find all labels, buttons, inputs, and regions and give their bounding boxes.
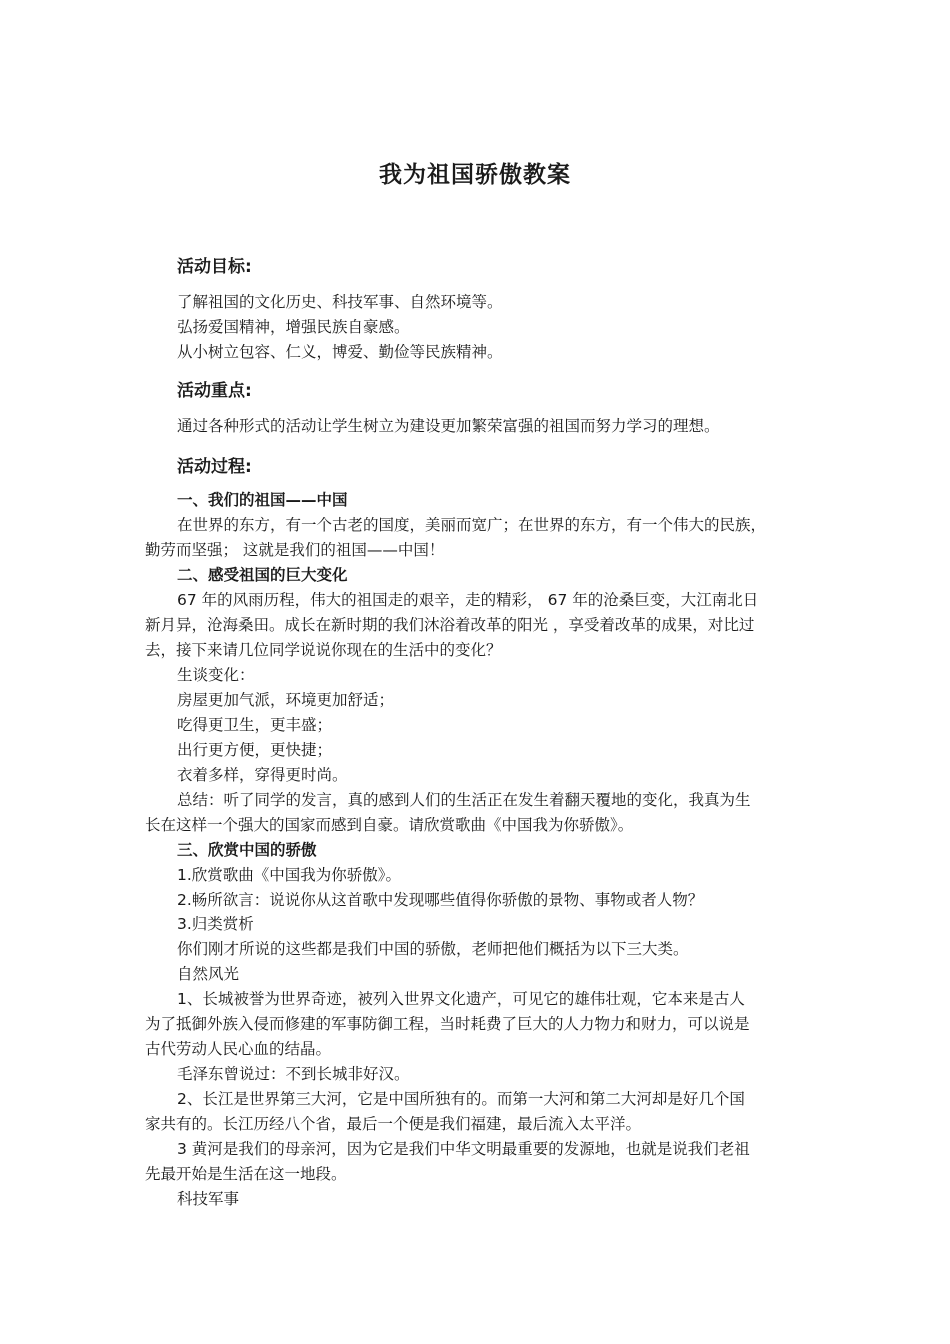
quote-line: 毛泽东曾说过：不到长城非好汉。 bbox=[177, 1065, 410, 1083]
paragraph-line: 勤劳而坚强； 这就是我们的祖国——中国！ bbox=[145, 541, 445, 559]
change-item: 吃得更卫生，更丰盛； bbox=[177, 716, 333, 734]
paragraph-line: 新月异，沧海桑田。成长在新时期的我们沐浴着改革的阳光 ，享受着改革的成果，对比过 bbox=[145, 616, 755, 634]
category-nature: 自然风光 bbox=[177, 965, 240, 983]
paragraph-line: 长在这样一个强大的国家而感到自豪。请欣赏歌曲《中国我为你骄傲》。 bbox=[145, 816, 634, 834]
paragraph-line: 先最开始是生活在这一地段。 bbox=[145, 1165, 347, 1183]
paragraph-line: 家共有的。长江历经八个省，最后一个便是我们福建，最后流入太平洋。 bbox=[145, 1115, 642, 1133]
paragraph-line: 古代劳动人民心血的结晶。 bbox=[145, 1040, 332, 1058]
paragraph-line: 1、长城被誉为世界奇迹，被列入世界文化遗产，可见它的雄伟壮观，它本来是古人 bbox=[177, 990, 745, 1008]
goal-item: 从小树立包容、仁义，博爱、勤俭等民族精神。 bbox=[177, 343, 503, 361]
focus-text: 通过各种形式的活动让学生树立为建设更加繁荣富强的祖国而努力学习的理想。 bbox=[177, 417, 720, 435]
part2-heading: 二、感受祖国的巨大变化 bbox=[177, 566, 348, 584]
goal-item: 弘扬爱国精神，增强民族自豪感。 bbox=[177, 318, 410, 336]
part3-heading: 三、欣赏中国的骄傲 bbox=[177, 841, 317, 859]
category-tech: 科技军事 bbox=[177, 1190, 240, 1208]
page-title: 我为祖国骄傲教案 bbox=[379, 162, 571, 188]
paragraph-line: 67 年的风雨历程，伟大的祖国走的艰辛，走的精彩， 67 年的沧桑巨变，大江南北日 bbox=[177, 591, 759, 609]
step-item: 1.欣赏歌曲《中国我为你骄傲》。 bbox=[177, 866, 402, 884]
goals-heading: 活动目标: bbox=[177, 257, 252, 277]
paragraph-line: 3 黄河是我们的母亲河，因为它是我们中华文明最重要的发源地，也就是说我们老祖 bbox=[177, 1140, 750, 1158]
step-item: 2.畅所欲言：说说你从这首歌中发现哪些值得你骄傲的景物、事物或者人物？ bbox=[177, 891, 704, 909]
paragraph-line: 为了抵御外族入侵而修建的军事防御工程，当时耗费了巨大的人力物力和财力，可以说是 bbox=[145, 1015, 750, 1033]
change-item: 出行更方便，更快捷； bbox=[177, 741, 333, 759]
paragraph-line: 总结：听了同学的发言，真的感到人们的生活正在发生着翻天覆地的变化，我真为生 bbox=[177, 791, 751, 809]
change-item: 房屋更加气派，环境更加舒适； bbox=[177, 691, 395, 709]
change-item: 衣着多样，穿得更时尚。 bbox=[177, 766, 348, 784]
paragraph-line: 去，接下来请几位同学说说你现在的生活中的变化？ bbox=[145, 641, 502, 659]
talk-intro: 生谈变化： bbox=[177, 666, 255, 684]
step-item: 3.归类赏析 bbox=[177, 915, 254, 933]
goal-item: 了解祖国的文化历史、科技军事、自然环境等。 bbox=[177, 293, 503, 311]
paragraph-line: 2、长江是世界第三大河，它是中国所独有的。而第一大河和第二大河却是好几个国 bbox=[177, 1090, 745, 1108]
focus-heading: 活动重点: bbox=[177, 381, 252, 401]
classify-text: 你们刚才所说的这些都是我们中国的骄傲，老师把他们概括为以下三大类。 bbox=[177, 940, 689, 958]
process-heading: 活动过程: bbox=[177, 457, 252, 477]
paragraph-line: 在世界的东方，有一个古老的国度，美丽而宽广；在世界的东方，有一个伟大的民族， bbox=[177, 516, 767, 534]
part1-heading: 一、我们的祖国——中国 bbox=[177, 491, 348, 509]
